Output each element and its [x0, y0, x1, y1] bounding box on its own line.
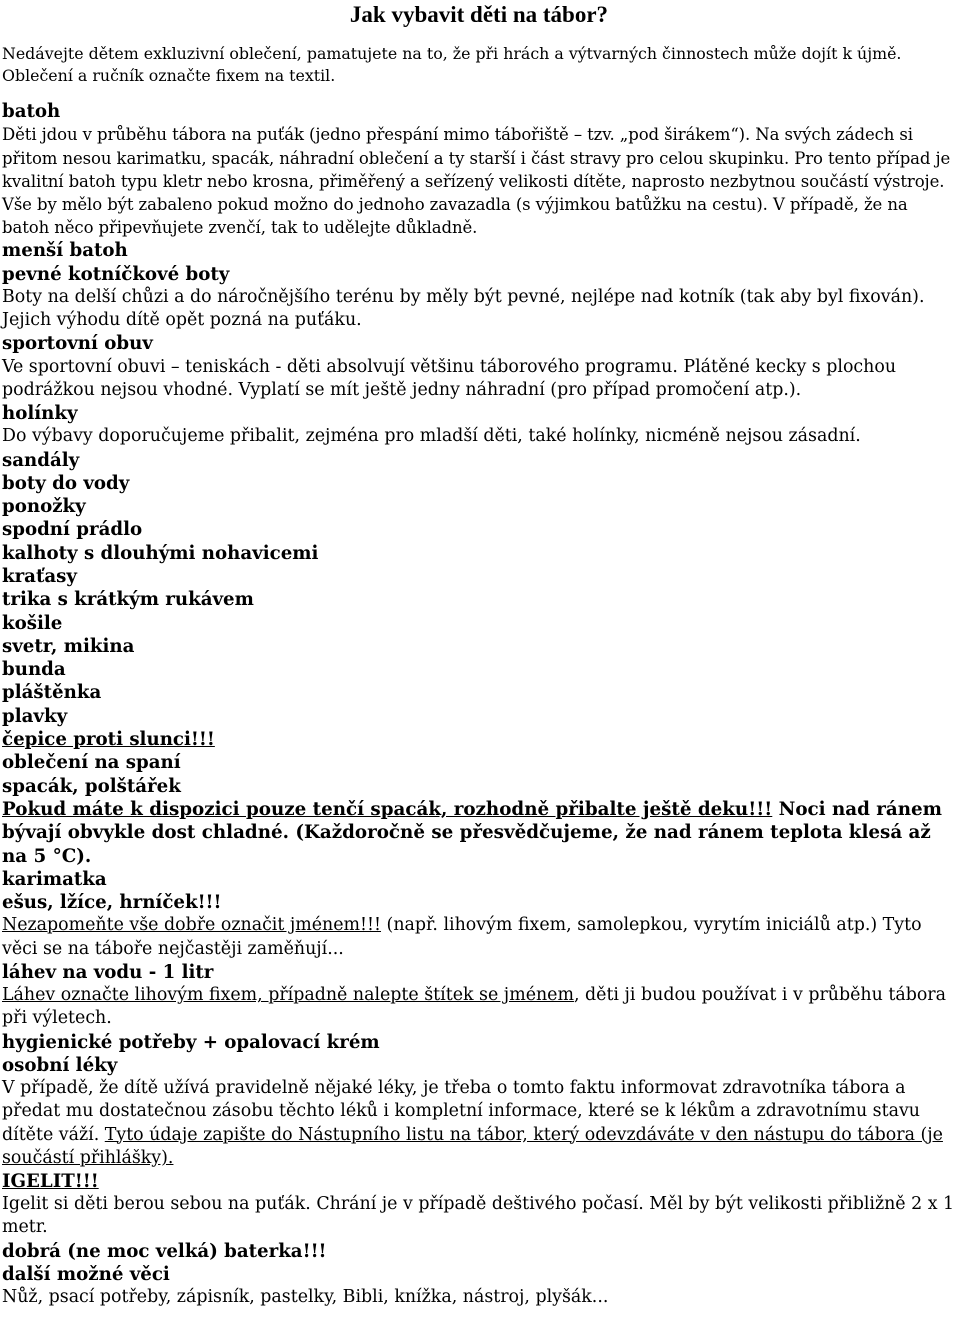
boty-text: Boty na delší chůzi a do náročnějšího terénu by měly být pevné, nejlépe nad kotník (tak aby byl fixován). Jejich výhodu dítě opět pozná na puťáku.: [2, 286, 925, 331]
leky-warning: Tyto údaje zapište do Nástupního listu na tábor, který odevzdáváte v den nástupu do tábora (je součástí přihlášky).: [2, 1124, 943, 1168]
spacer: [2, 87, 956, 100]
item-svetr: svetr, mikina: [2, 635, 135, 657]
spacak-note: [2, 798, 956, 868]
lahev-rest: , děti ji budou používat i v průběhu tábora při výletech.: [2, 985, 946, 1029]
batoh-text: Děti jdou v průběhu tábora na puťák (jedno přespání mimo tábořiště – tzv. „pod širákem“). Na svých zádech si přitom nesou karimatku, spacák, náhradní oblečení a ty starší i část stravy pro celou skupinku. Pro tento případ je kvalitní batoh typu kletr nebo krosna, přiměřený a seřízený velikosti dítěte, naprosto nezbytnou součástí výstroje. Vše by mělo být zabaleno pokud možno do jednoho zavazadla (s výjimkou batůžku na cestu). V případě, že na batoh něco připevňujete zvenčí, tak to udělejte důkladně.: [2, 125, 951, 238]
item-spodni-pradlo: spodní prádlo: [2, 519, 143, 541]
heading-lahev: láhev na vodu - 1 litr: [2, 961, 214, 983]
item-karimatka: karimatka: [2, 868, 107, 890]
item-trika: trika s krátkým rukávem: [2, 589, 254, 611]
item-hygiena: hygienické potřeby + opalovací krém: [2, 1031, 380, 1053]
lahev-text: [2, 984, 956, 1030]
item-esus: ešus, lžíce, hrníček!!!: [2, 892, 222, 914]
spacak-note-warning: Pokud máte k dispozici pouze tenčí spacák, rozhodně přibalte ještě deku!!!: [2, 798, 773, 820]
lahev-warning: Láhev označte lihovým fixem, případně nalepte štítek se jménem: [2, 985, 574, 1006]
heading-sportovni-obuv: sportovní obuv: [2, 333, 153, 355]
dalsi-text: Nůž, psací potřeby, zápisník, pastelky, Bibli, knížka, nástroj, plyšák...: [2, 1287, 609, 1308]
oznacit-rest: (např. lihovým fixem, samolepkou, vyrytím iniciálů atp.) Tyto věci se na táboře nejčastěji zaměňují...: [2, 915, 922, 959]
oznacit-warning: Nezapomeňte vše dobře označit jménem!!!: [2, 915, 382, 936]
heading-dalsi: další možné věci: [2, 1263, 170, 1285]
leky-text-main: V případě, že dítě užívá pravidelně nějaké léky, je třeba o tomto faktu informovat zdravotníka tábora a předat mu dostatečnou zásobu těchto léků i kompletní informace, které se k lékům a zdravotnímu stavu dítěte váží.: [2, 1078, 920, 1145]
heading-batoh: batoh: [2, 101, 61, 122]
item-plastenka: pláštěnka: [2, 682, 102, 704]
heading-leky: osobní léky: [2, 1054, 118, 1076]
heading-igelit: IGELIT!!!: [2, 1170, 99, 1192]
item-kosile: košile: [2, 612, 63, 634]
item-plavky: plavky: [2, 705, 68, 727]
item-kratasy: kraťasy: [2, 566, 77, 587]
item-mensi-batoh: menší batoh: [2, 240, 128, 262]
item-spacak: spacák, polštářek: [2, 775, 181, 797]
item-baterka: dobrá (ne moc velká) baterka!!!: [2, 1240, 327, 1262]
sportovni-obuv-text: Ve sportovní obuvi – teniskách - děti absolvují většinu táborového programu. Plátěné kecky s plochou podrážkou nejsou vhodné. Vyplatí se mít ještě jedny náhradní (pro případ promočení atp.).: [2, 356, 897, 400]
intro-paragraph: Nedávejte dětem exkluzivní oblečení, pamatujete na to, že při hrách a výtvarných činnostech může dojít k újmě. Oblečení a ručník označte fixem na textil.: [2, 44, 902, 85]
item-boty-do-vody: boty do vody: [2, 472, 130, 494]
item-ponozky: ponožky: [2, 496, 86, 518]
heading-boty: pevné kotníčkové boty: [2, 263, 230, 285]
item-cepice: čepice proti slunci!!!: [2, 729, 215, 751]
item-obleceni-na-spani: oblečení na spaní: [2, 752, 181, 774]
oznacit-note: [2, 914, 956, 960]
document-page: [2, 0, 956, 1309]
spacak-note-rest: Noci nad ránem bývají obvykle dost chladné. (Každoročně se přesvědčujeme, že nad ránem teplota klesá až na 5 °C).: [2, 798, 943, 867]
item-kalhoty: kalhoty s dlouhými nohavicemi: [2, 542, 319, 564]
igelit-text: Igelit si děti berou sebou na puťák. Chrání je v případě deštivého počasí. Měl by být velikosti přibližně 2 x 1 metr.: [2, 1194, 955, 1238]
item-sandaly: sandály: [2, 449, 80, 471]
holinky-text: Do výbavy doporučujeme přibalit, zejména pro mladší děti, také holínky, nicméně nejsou zásadní.: [2, 426, 861, 447]
item-bunda: bunda: [2, 659, 66, 681]
page-title: Jak vybavit děti na tábor?: [349, 2, 609, 27]
leky-text: [2, 1077, 956, 1170]
heading-holinky: holínky: [2, 403, 78, 425]
